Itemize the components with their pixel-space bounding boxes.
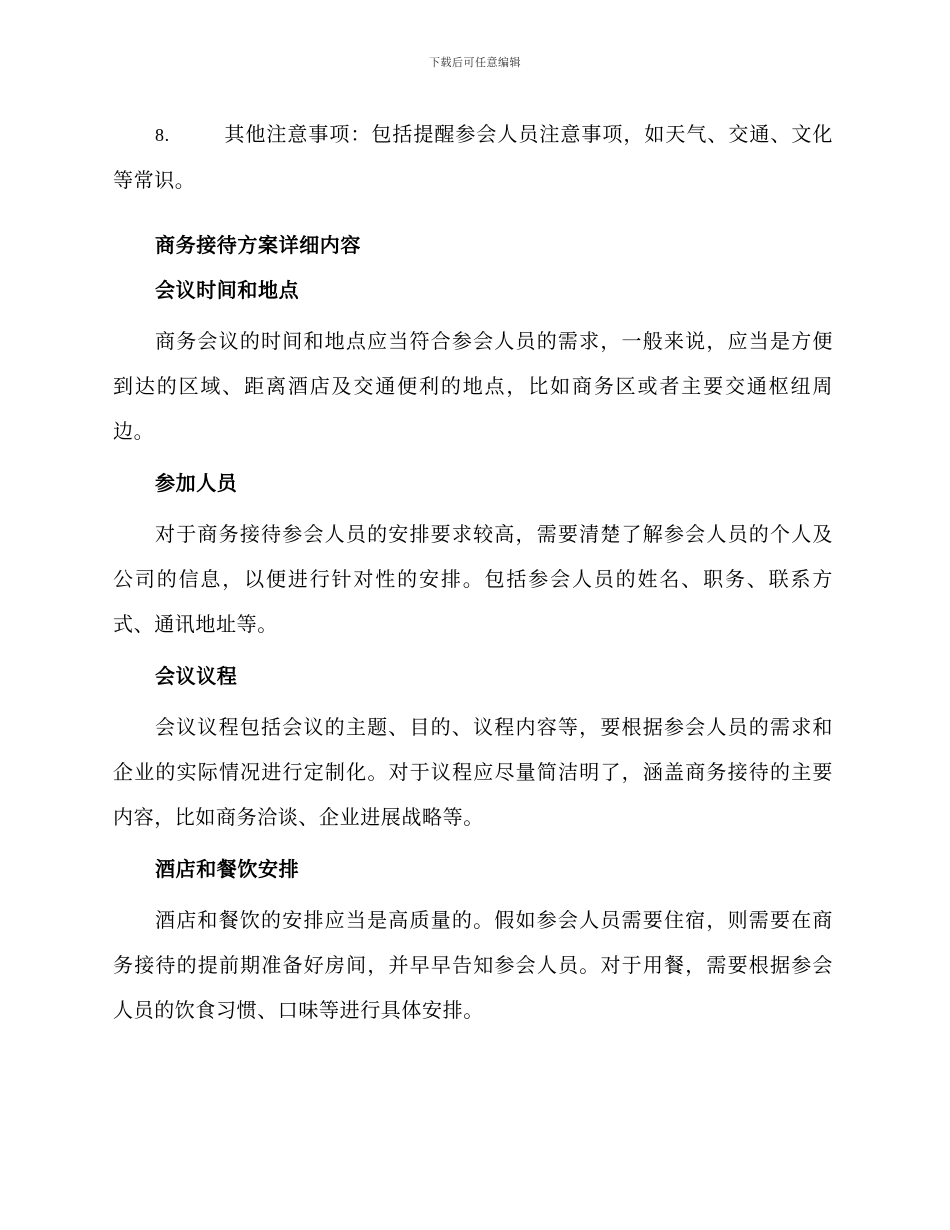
section-heading-agenda: 会议议程 <box>155 664 238 688</box>
section-heading-hotel-dining: 酒店和餐饮安排 <box>155 857 300 881</box>
section-title: 商务接待方案详细内容 <box>155 233 361 257</box>
list-item-text: 其他注意事项：包括提醒参会人员注意事项，如天气、交通、文化等常识。 <box>113 122 833 192</box>
list-item-number: 8. <box>155 125 170 145</box>
document-body <box>113 112 833 1033</box>
section-body-hotel-dining: 酒店和餐饮的安排应当是高质量的。假如参会人员需要住宿，则需要在商务接待的提前期准备好房间，并早早告知参会人员。对于用餐，需要根据参会人员的饮食习惯、口味等进行具体安排。 <box>113 908 833 1022</box>
section-heading-time-location: 会议时间和地点 <box>155 278 300 302</box>
section-heading-attendees: 参加人员 <box>155 471 238 495</box>
section-body-agenda: 会议议程包括会议的主题、目的、议程内容等，要根据参会人员的需求和企业的实际情况进行定制化。对于议程应尽量简洁明了，涵盖商务接待的主要内容，比如商务洽谈、企业进展战略等。 <box>113 715 833 829</box>
section-body-time-location: 商务会议的时间和地点应当符合参会人员的需求，一般来说，应当是方便到达的区域、距离酒店及交通便利的地点，比如商务区或者主要交通枢纽周边。 <box>113 329 833 443</box>
list-item-8 <box>113 112 833 203</box>
section-body-attendees: 对于商务接待参会人员的安排要求较高，需要清楚了解参会人员的个人及公司的信息，以便进行针对性的安排。包括参会人员的姓名、职务、联系方式、通讯地址等。 <box>113 522 833 636</box>
page-header-note: 下载后可任意编辑 <box>429 56 521 69</box>
